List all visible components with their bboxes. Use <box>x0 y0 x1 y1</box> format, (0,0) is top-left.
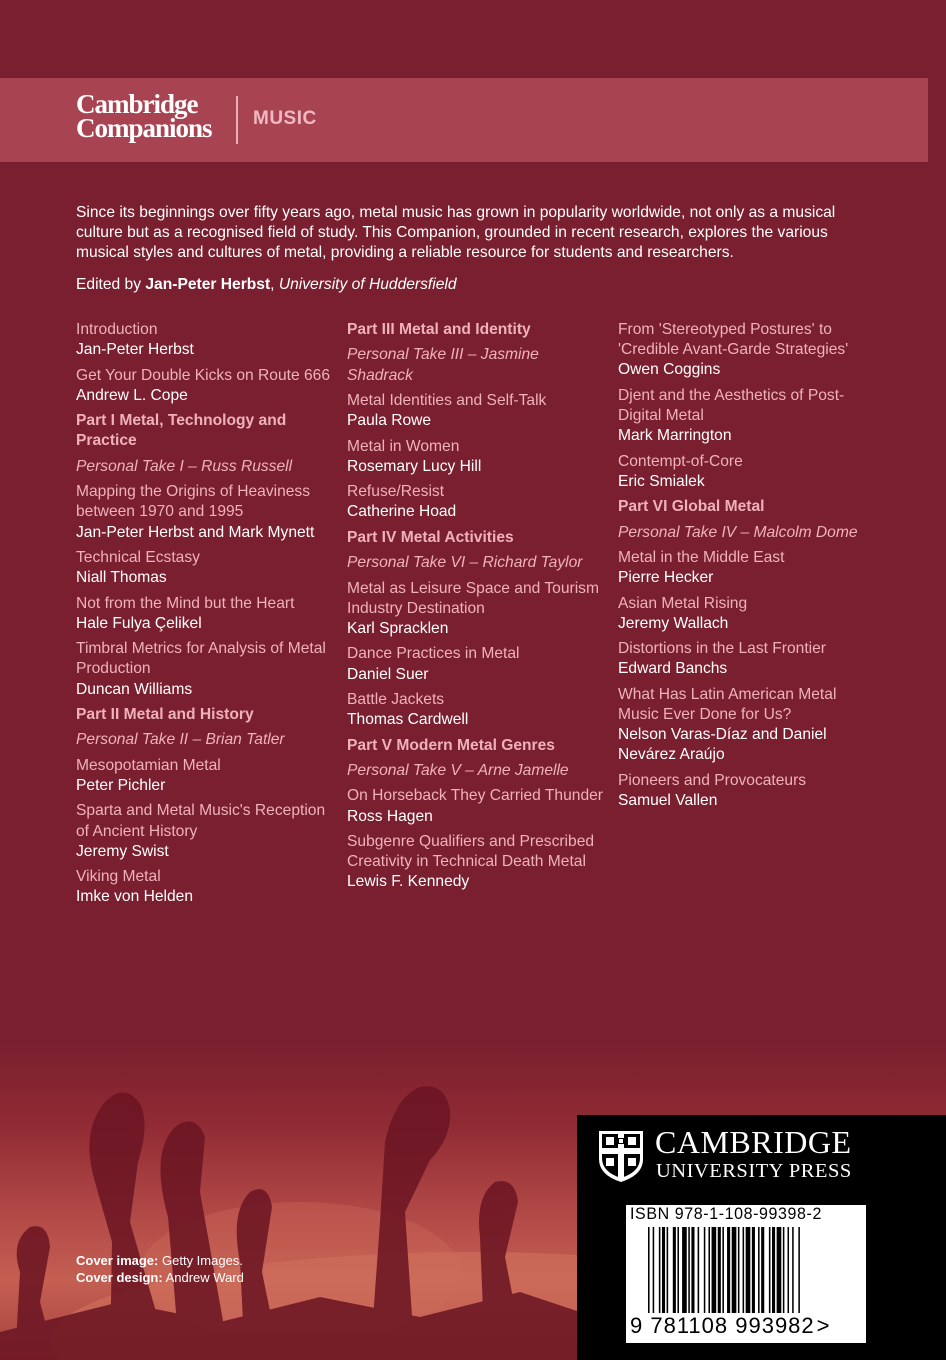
chapter-title: Not from the Mind but the Heart <box>76 594 295 612</box>
toc-chapter <box>347 437 609 477</box>
barcode-bar <box>691 1227 694 1313</box>
publisher-subtitle: UNIVERSITY PRESS <box>656 1160 852 1182</box>
barcode-bar <box>708 1227 710 1313</box>
toc-part-heading <box>618 497 880 517</box>
toc-column-2 <box>347 320 609 893</box>
toc-personal-take <box>76 457 338 477</box>
toc-chapter <box>347 644 609 684</box>
chapter-author: Duncan Williams <box>76 680 193 698</box>
chapter-author: Paula Rowe <box>347 412 432 430</box>
cambridge-companions-logo <box>76 89 236 148</box>
chapter-author: Andrew L. Cope <box>76 386 188 404</box>
barcode-bar <box>718 1227 721 1313</box>
editor-line <box>76 275 876 295</box>
chapter-title: Mesopotamian Metal <box>76 756 221 774</box>
chapter-author: Lewis F. Kennedy <box>347 873 470 891</box>
brand-line-2: Companions <box>76 113 212 143</box>
chapter-author: Owen Coggins <box>618 361 721 379</box>
publisher-name: CAMBRIDGE <box>655 1124 852 1160</box>
toc-part-heading <box>76 411 338 451</box>
brand-line-1: Cambridge <box>76 89 198 119</box>
chapter-author: Jan-Peter Herbst <box>76 341 194 359</box>
chapter-title: Introduction <box>76 321 158 338</box>
barcode-icon <box>648 1227 846 1313</box>
barcode-bar <box>722 1227 724 1313</box>
part-heading: Part I Metal, Technology and Practice <box>76 412 287 450</box>
chapter-title: Pioneers and Provocateurs <box>618 771 807 789</box>
chapter-title: Battle Jackets <box>347 690 445 708</box>
toc-part-heading <box>347 320 609 340</box>
barcode-bar <box>743 1227 745 1313</box>
toc-chapter <box>347 786 609 826</box>
barcode-bar <box>792 1227 794 1313</box>
chapter-title: Djent and the Aesthetics of Post-Digital Metal <box>618 386 845 424</box>
toc-chapter <box>76 756 338 796</box>
barcode-bar <box>659 1227 661 1313</box>
barcode-bar <box>667 1227 669 1313</box>
barcode-arrow: > <box>816 1313 831 1338</box>
chapter-author: Pierre Hecker <box>618 569 714 587</box>
toc-chapter <box>76 548 338 588</box>
chapter-title: Metal Identities and Self-Talk <box>347 391 547 409</box>
toc-chapter <box>347 690 609 730</box>
personal-take: Personal Take I – Russ Russell <box>76 457 293 475</box>
barcode-bar <box>732 1227 737 1313</box>
toc-chapter <box>76 320 338 360</box>
chapter-title: Dance Practices in Metal <box>347 645 520 663</box>
personal-take: Personal Take VI – Richard Taylor <box>347 554 583 572</box>
barcode-bar <box>648 1227 650 1313</box>
chapter-author: Samuel Vallen <box>618 791 718 809</box>
barcode-bar <box>698 1227 700 1313</box>
toc-chapter <box>76 594 338 634</box>
chapter-author: Jan-Peter Herbst and Mark Mynett <box>76 523 315 541</box>
toc-personal-take <box>76 730 338 750</box>
chapter-title: Mapping the Origins of Heaviness between 1970 and 1995 <box>76 483 311 521</box>
cover-design-value: Andrew Ward <box>165 1270 244 1285</box>
chapter-author: Eric Smialek <box>618 472 705 490</box>
barcode-bar <box>788 1227 790 1313</box>
chapter-title: Metal in the Middle East <box>618 548 785 566</box>
barcode-bar <box>677 1227 679 1313</box>
barcode-number: 9 781108 993982 <box>630 1313 815 1338</box>
barcode-bar <box>772 1227 775 1313</box>
toc-part-heading <box>347 736 609 756</box>
barcode-bar <box>777 1227 782 1313</box>
toc-chapter <box>618 594 880 634</box>
part-heading: Part VI Global Metal <box>618 498 765 516</box>
chapter-title: Technical Ecstasy <box>76 548 200 566</box>
toc-chapter <box>347 482 609 522</box>
chapter-author: Jeremy Wallach <box>618 614 729 632</box>
toc-chapter <box>76 482 338 543</box>
cover-image-credit <box>76 1252 244 1269</box>
toc-chapter <box>347 832 609 893</box>
toc-column-3 <box>618 320 880 811</box>
barcode-bar <box>682 1227 687 1313</box>
barcode-bar <box>704 1227 706 1313</box>
barcode-bar <box>727 1227 730 1313</box>
toc-chapter <box>76 366 338 406</box>
cover-design-credit <box>76 1269 244 1286</box>
barcode-bar <box>688 1227 690 1313</box>
barcode-bar <box>653 1227 655 1313</box>
toc-chapter <box>618 771 880 811</box>
chapter-title: Sparta and Metal Music's Reception of Ancient History <box>76 802 326 840</box>
chapter-author: Edward Banchs <box>618 660 728 678</box>
chapter-title: Get Your Double Kicks on Route 666 <box>76 366 330 384</box>
series-label: MUSIC <box>253 108 317 129</box>
toc-part-heading <box>76 705 338 725</box>
toc-chapter <box>618 320 880 381</box>
chapter-author: Thomas Cardwell <box>347 711 469 729</box>
chapter-author: Hale Fulya Çelikel <box>76 614 202 632</box>
toc-chapter <box>618 685 880 766</box>
cover-image-value: Getty Images. <box>162 1253 243 1268</box>
barcode-bar <box>673 1227 676 1313</box>
chapter-author: Jeremy Swist <box>76 842 169 860</box>
cambridge-crest-icon <box>597 1129 645 1183</box>
toc-part-heading <box>347 528 609 548</box>
chapter-title: On Horseback They Carried Thunder <box>347 787 603 805</box>
toc-personal-take <box>347 345 609 385</box>
chapter-title: From 'Stereotyped Postures' to 'Credible Avant-Garde Strategies' <box>618 321 849 359</box>
toc-chapter <box>347 391 609 431</box>
personal-take: Personal Take IV – Malcolm Dome <box>618 523 858 541</box>
barcode-bar <box>662 1227 665 1313</box>
barcode-bar <box>746 1227 751 1313</box>
toc-chapter <box>347 579 609 640</box>
barcode-bar <box>769 1227 771 1313</box>
chapter-title: Metal as Leisure Space and Tourism Industry Destination <box>347 579 599 617</box>
toc-chapter <box>618 548 880 588</box>
toc-chapter <box>618 452 880 492</box>
editor-prefix: Edited by <box>76 276 142 293</box>
toc-chapter <box>76 639 338 700</box>
chapter-author: Niall Thomas <box>76 569 167 587</box>
barcode-bar <box>798 1227 800 1313</box>
barcode-bar <box>738 1227 740 1313</box>
blurb-text: Since its beginnings over fifty years ago, metal music has grown in popularity worldwide, not only as a musical culture but as a recognised field of study. This Companion, grounded in recent research, explores the various musical styles and cultures of metal, providing a reliable resource for students and researchers. <box>76 204 836 261</box>
chapter-author: Rosemary Lucy Hill <box>347 457 482 475</box>
isbn-label: ISBN 978-1-108-99398-2 <box>630 1205 822 1224</box>
toc-personal-take <box>618 523 880 543</box>
chapter-title: Distortions in the Last Frontier <box>618 640 827 658</box>
chapter-title: What Has Latin American Metal Music Ever Done for Us? <box>618 685 837 723</box>
barcode-bar <box>761 1227 764 1313</box>
part-heading: Part IV Metal Activities <box>347 528 514 546</box>
part-heading: Part III Metal and Identity <box>347 321 531 338</box>
part-heading: Part V Modern Metal Genres <box>347 736 555 754</box>
chapter-title: Timbral Metrics for Analysis of Metal Production <box>76 640 326 678</box>
chapter-author: Ross Hagen <box>347 807 433 825</box>
editor-comma: , <box>270 276 279 293</box>
cover-design-label: Cover design: <box>76 1270 163 1285</box>
chapter-title: Metal in Women <box>347 437 460 455</box>
chapter-author: Imke von Helden <box>76 888 194 906</box>
personal-take: Personal Take V – Arne Jamelle <box>347 761 569 779</box>
toc-chapter <box>618 386 880 447</box>
chapter-title: Refuse/Resist <box>347 483 445 501</box>
toc-personal-take <box>347 553 609 573</box>
toc-chapter <box>76 801 338 862</box>
part-heading: Part II Metal and History <box>76 705 254 723</box>
barcode-bar <box>712 1227 717 1313</box>
brand-divider <box>236 96 238 144</box>
barcode-panel <box>626 1205 866 1343</box>
toc-chapter <box>76 867 338 907</box>
personal-take: Personal Take II – Brian Tatler <box>76 731 285 749</box>
chapter-author: Karl Spracklen <box>347 619 449 637</box>
barcode-bar <box>758 1227 760 1313</box>
toc-personal-take <box>347 761 609 781</box>
cover-image-label: Cover image: <box>76 1253 159 1268</box>
toc-column-1 <box>76 320 338 908</box>
cover-credits <box>76 1252 244 1286</box>
chapter-author: Daniel Suer <box>347 665 429 683</box>
chapter-title: Contempt-of-Core <box>618 452 743 470</box>
editor-affiliation: University of Huddersfield <box>278 276 457 293</box>
editor-name: Jan-Peter Herbst <box>145 276 271 293</box>
toc-chapter <box>618 639 880 679</box>
chapter-author: Catherine Hoad <box>347 503 457 521</box>
barcode-bar <box>783 1227 785 1313</box>
chapter-title: Asian Metal Rising <box>618 594 748 612</box>
barcode-digits <box>630 1313 866 1339</box>
publisher-block <box>577 1115 946 1360</box>
chapter-title: Subgenre Qualifiers and Prescribed Creativity in Technical Death Metal <box>347 832 595 871</box>
chapter-author: Nelson Varas-Díaz and Daniel Nevárez Araújo <box>618 726 827 764</box>
chapter-author: Peter Pichler <box>76 776 166 794</box>
chapter-author: Mark Marrington <box>618 427 732 445</box>
chapter-title: Viking Metal <box>76 868 161 886</box>
barcode-bar <box>752 1227 755 1313</box>
personal-take: Personal Take III – Jasmine Shadrack <box>347 346 539 384</box>
